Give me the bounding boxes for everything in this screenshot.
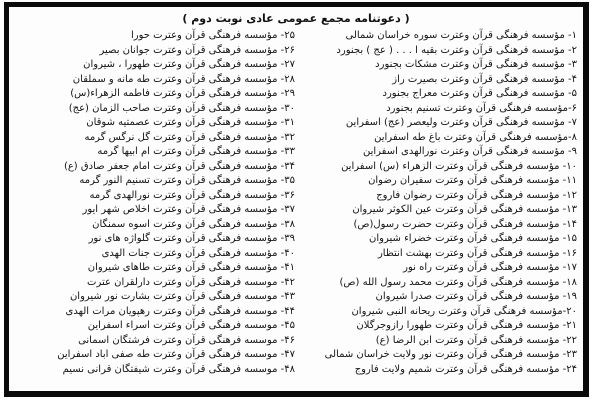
- list-item: ۷- مؤسسه فرهنگی قرآن وعترت ولیعصر (عج) اسفراین: [345, 117, 577, 128]
- list-item: ۱۷- مؤسسه فرهنگی قرآن وعترت راه نور: [403, 262, 577, 273]
- list-item: ۱- مؤسسه فرهنگی قرآن وعترت سوره خراسان شمالی: [345, 30, 577, 41]
- list-item: ۲۴- مؤسسه فرهنگی قرآن وعترت شمیم ولایت فاروج: [354, 363, 577, 375]
- list-item: ۴۷- موسسه فرهنگی قرآن وعترت طه صفی اباد اسفراین: [57, 349, 295, 360]
- list-item: ۵- مؤسسه فرهنگی قرآن وعترت معراج بجنورد: [382, 88, 577, 99]
- list-item: ۳- مؤسسه فرهنگی قرآن وعترت مشکات بجنورد: [375, 59, 577, 70]
- list-item: ۴۳- موسسه فرهنگی قرآن وعترت بشارت نور شیروان: [69, 291, 295, 302]
- list-item: ۴۶- موسسه فرهنگی قرآن وعترت فرشتگان اسمانی: [78, 334, 295, 346]
- list-item: ۳۷- مؤسسه فرهنگی قرآن وعترت اخلاص شهر ایور: [82, 204, 295, 215]
- list-item: ۲۹- مؤسسه فرهنگی قرآن وعترت فاطمه الزهراء(س): [70, 88, 295, 99]
- list-item: ۹- مؤسسه فرهنگی قرآن وعترت نورالهدی اسفراین: [362, 146, 577, 157]
- list-item: ۳۹- مؤسسه فرهنگی قرآن وعترت گلواژه های نور: [88, 233, 295, 244]
- list-item: ۲۰-مؤسسه فرهنگی قرآن وعترت ریحانه النبی شیروان: [351, 305, 577, 317]
- list-item: ۱۰- مؤسسه فرهنگی قرآن وعترت الزهراء (س) اسفراین: [341, 160, 577, 172]
- list-item: ۱۹- مؤسسه فرهنگی قرآن وعترت صدرا شیروان: [375, 291, 577, 302]
- list-item: ۱۲- مؤسسه فرهنگی قرآن وعترت رضوان فاروج: [376, 189, 577, 201]
- list-item: ۴۱- مؤسسه فرهنگی قرآن وعترت طاهای شیروان: [87, 262, 295, 273]
- list-item: ۴۴- موسسه فرهنگی قرآن وعترت رهپویان مرات الهدی: [65, 305, 295, 317]
- list-item: ۴- مؤسسه فرهنگی قرآن وعترت بصیرت راز: [392, 73, 577, 85]
- list-item: ۴۲- موسسه فرهنگی قرآن وعترت دارلقران عترت: [87, 276, 295, 288]
- list-item: ۱۶- مؤسسه فرهنگی قرآن وعترت بهشت انتظار: [377, 247, 577, 259]
- list-item: ۴۸- موسسه فرهنگی قرآن وعترت شیفتگان قرانی نسیم: [62, 363, 295, 375]
- list-item: ۴۰- مؤسسه فرهنگی قرآن وعترت جنات الهدی: [101, 247, 295, 259]
- list-item: ۳۳- مؤسسه فرهنگی قرآن وعترت ام ابیها گرمه: [97, 146, 295, 157]
- institutes-list-right: [299, 29, 577, 377]
- list-item: ۲۷- مؤسسه فرهنگی قرآن وعترت طهورا ، شیروان: [83, 59, 295, 70]
- list-item: ۲۱- مؤسسه فرهنگی قرآن وعترت طهورا رازوجرگلان: [356, 320, 577, 331]
- institutes-list-left: [15, 29, 295, 377]
- list-item: ۳۱- مؤسسه فرهنگی قرآن وعترت عصمتیه شوقان: [86, 117, 295, 128]
- list-item: ۲۵- مؤسسه فرهنگی قرآن وعترت حورا: [130, 30, 295, 41]
- list-item: ۳۲- مؤسسه فرهنگی قرآن وعترت گل نرگس گرمه: [84, 131, 295, 143]
- list-item: ۲۲- مؤسسه فرهنگی قرآن وعترت ابن الرضا (ع): [375, 334, 577, 346]
- list-item: ۱۵- مؤسسه فرهنگی قرآن وعترت خضراء شیروان: [369, 233, 577, 244]
- list-item: ۲۳- مؤسسه فرهنگی قرآن وعترت نور ولایت خراسان شمالی: [324, 349, 577, 360]
- list-item: ۳۸- مؤسسه فرهنگی قرآن وعترت اسوه سمنگان: [92, 218, 295, 230]
- list-item: ۱۸- مؤسسه فرهنگی قرآن وعترت محمد رسول الله (ص): [339, 276, 577, 288]
- list-item: ۳۴- مؤسسه فرهنگی قرآن وعترت امام جعفر صادق (ع): [63, 160, 295, 172]
- document-title: ( دعوتنامه مجمع عمومی عادی نوبت دوم ): [182, 12, 410, 25]
- list-item: ۴۵- موسسه فرهنگی قرآن وعترت اسراء اسفراین: [87, 320, 295, 331]
- list-item: ۱۴- مؤسسه فرهنگی قرآن وعترت حضرت رسول(ص): [353, 218, 577, 230]
- list-item: ۶-مؤسسه فرهنگی قرآن وعترت تسنیم بجنورد: [386, 102, 577, 114]
- list-item: ۳۵- مؤسسه فرهنگی قرآن وعترت تسنیم النور گرمه: [79, 175, 295, 186]
- list-item: ۲۶- مؤسسه فرهنگی قرآن وعترت جوانان بصیر: [99, 44, 295, 56]
- list-item: ۳۰- مؤسسه فرهنگی قرآن وعترت صاحب الزمان (عج): [68, 102, 295, 114]
- list-item: ۸-مؤسسه فرهنگی قرآن وعترت باغ طه اسفراین: [374, 131, 577, 143]
- list-item: ۳۶- مؤسسه فرهنگی قرآن وعترت نورالهدی گرمه: [89, 189, 295, 201]
- list-item: ۱۱- مؤسسه فرهنگی قرآن وعترت سفیران رضوان: [368, 175, 577, 186]
- list-item: ۱۳- مؤسسه فرهنگی قرآن وعترت عین الکوثر شیروان: [352, 204, 577, 215]
- list-item: ۲۸- مؤسسه فرهنگی قرآن وعترت طه مانه و سملقان: [72, 73, 295, 85]
- list-item: ۲- مؤسسه فرهنگی قرآن وعترت بقیه ا . . . ( عج ) بجنورد: [336, 44, 577, 56]
- document-frame: [4, 2, 589, 397]
